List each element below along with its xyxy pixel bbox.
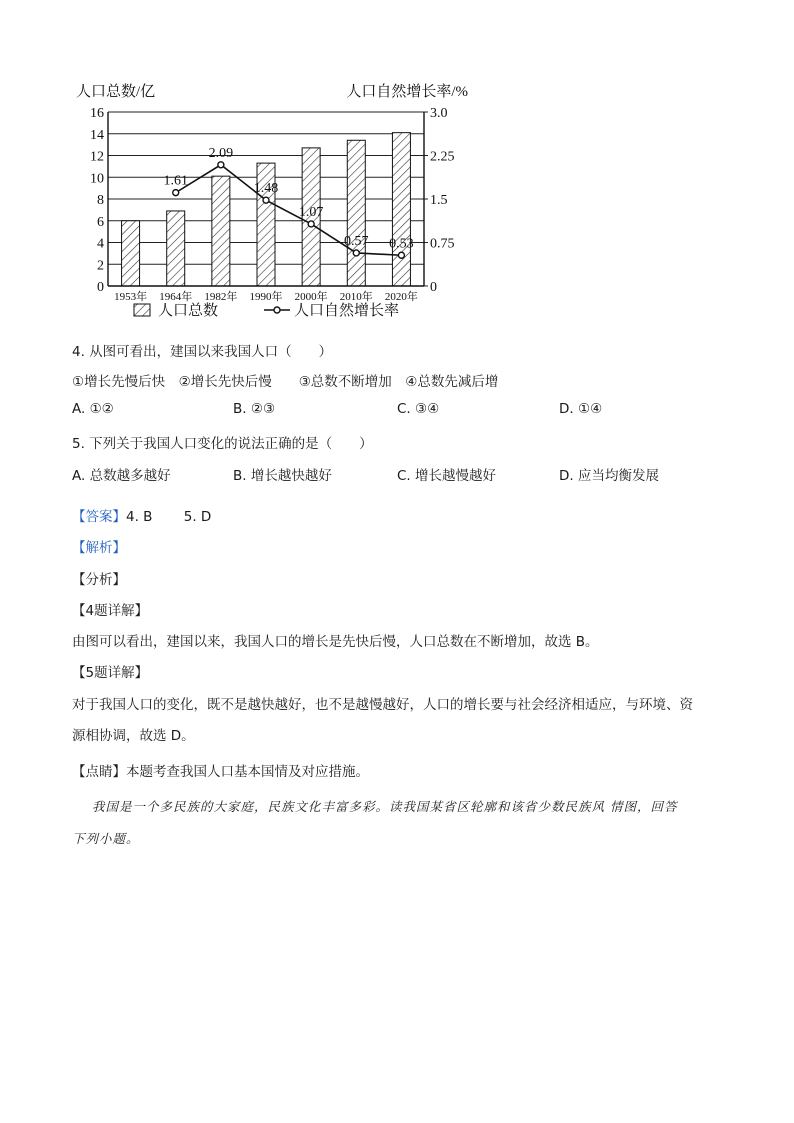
growth-rate-point xyxy=(308,221,314,227)
dianjing-text: 本题考查我国人口基本国情及对应措施。 xyxy=(126,764,369,780)
q4-option-a[interactable]: A. ①② xyxy=(72,401,114,417)
left-axis-title: 人口总数/亿 xyxy=(76,84,156,100)
growth-rate-data-label: 2.09 xyxy=(208,145,234,161)
intro-line-1: 我国是一个多民族的大家庭，民族文化丰富多彩。读我国某省区轮廓和该省少数民族风 情图，回答 xyxy=(92,799,678,814)
chart-svg xyxy=(68,76,488,328)
legend-line-marker xyxy=(274,307,280,313)
growth-rate-point xyxy=(218,162,224,168)
x-tick-label: 2010年 xyxy=(339,291,373,303)
left-tick-label: 4 xyxy=(97,236,104,252)
legend-bar-swatch xyxy=(134,304,150,316)
right-tick-label: 1.5 xyxy=(430,193,448,208)
growth-rate-point xyxy=(263,197,269,203)
bar-population xyxy=(392,133,410,286)
legend-line-label: 人口自然增长率 xyxy=(294,303,400,319)
q5-stem: 5. 下列关于我国人口变化的说法正确的是（ ） xyxy=(72,436,373,452)
x-tick-label: 1990年 xyxy=(249,291,283,303)
bar-population xyxy=(212,176,230,286)
q4-option-c[interactable]: C. ③④ xyxy=(397,401,440,417)
bar-population xyxy=(122,221,140,286)
legend-bar-label: 人口总数 xyxy=(158,303,219,319)
growth-rate-point xyxy=(353,250,359,256)
growth-rate-data-label: 0.57 xyxy=(344,233,369,249)
left-tick-label: 16 xyxy=(90,106,104,121)
q4-items: ①增长先慢后快 ②增长先快后慢 ③总数不断增加 ④总数先减后增 xyxy=(72,374,499,390)
q4-detail-heading: 【4题详解】 xyxy=(72,603,149,619)
q4-detail-text: 由图可以看出，建国以来，我国人口的增长是先快后慢，人口总数在不断增加，故选 B。 xyxy=(72,634,599,650)
growth-rate-point xyxy=(173,190,179,196)
x-tick-label: 1982年 xyxy=(204,291,238,303)
growth-rate-data-label: 1.61 xyxy=(163,173,188,189)
jiexi-heading: 【解析】 xyxy=(72,540,126,556)
growth-rate-point xyxy=(398,252,404,258)
fenxi-heading: 【分析】 xyxy=(72,572,126,588)
left-tick-label: 12 xyxy=(90,149,104,165)
right-tick-label: 2.25 xyxy=(430,149,455,165)
left-tick-label: 6 xyxy=(97,214,104,230)
growth-rate-data-label: 0.53 xyxy=(389,236,414,252)
q4-option-d[interactable]: D. ①④ xyxy=(559,401,603,417)
q5-detail-text-2: 源相协调，故选 D。 xyxy=(72,728,195,744)
q5-option-b[interactable]: B. 增长越快越好 xyxy=(233,468,332,484)
answer-text: 4. B 5. D xyxy=(126,509,212,525)
q5-option-d[interactable]: D. 应当均衡发展 xyxy=(559,468,659,484)
left-tick-label: 0 xyxy=(97,280,104,295)
x-tick-label: 1953年 xyxy=(114,291,148,303)
growth-rate-data-label: 1.48 xyxy=(253,181,279,197)
q4-option-b[interactable]: B. ②③ xyxy=(233,401,276,417)
q5-detail-text-1: 对于我国人口的变化，既不是越快越好，也不是越慢越好，人口的增长要与社会经济相适应，与环境、资 xyxy=(72,697,693,713)
right-tick-label: 0.75 xyxy=(430,236,455,252)
growth-rate-data-label: 1.07 xyxy=(298,204,324,220)
answer-line xyxy=(72,505,211,525)
dianjing-tag: 【点睛】 xyxy=(72,764,126,780)
bar-population xyxy=(167,211,185,286)
population-chart xyxy=(68,76,488,328)
dianjing-line xyxy=(72,760,369,780)
right-tick-label: 3.0 xyxy=(430,106,448,121)
right-tick-label: 0 xyxy=(430,280,437,295)
bar-population xyxy=(347,140,365,286)
left-tick-label: 10 xyxy=(90,171,104,187)
x-tick-label: 2020年 xyxy=(384,291,418,303)
x-tick-label: 2000年 xyxy=(294,291,328,303)
intro-line-2: 下列小题。 xyxy=(72,831,140,846)
q5-option-a[interactable]: A. 总数越多越好 xyxy=(72,468,171,484)
right-axis-title: 人口自然增长率/% xyxy=(346,84,468,100)
answer-tag: 【答案】 xyxy=(72,509,126,525)
q5-detail-heading: 【5题详解】 xyxy=(72,665,149,681)
q5-option-c[interactable]: C. 增长越慢越好 xyxy=(397,468,497,484)
x-tick-label: 1964年 xyxy=(159,291,193,303)
left-tick-label: 2 xyxy=(97,258,104,274)
q4-stem: 4. 从图可看出，建国以来我国人口（ ） xyxy=(72,344,333,360)
left-tick-label: 14 xyxy=(90,127,104,143)
left-tick-label: 8 xyxy=(97,193,104,208)
